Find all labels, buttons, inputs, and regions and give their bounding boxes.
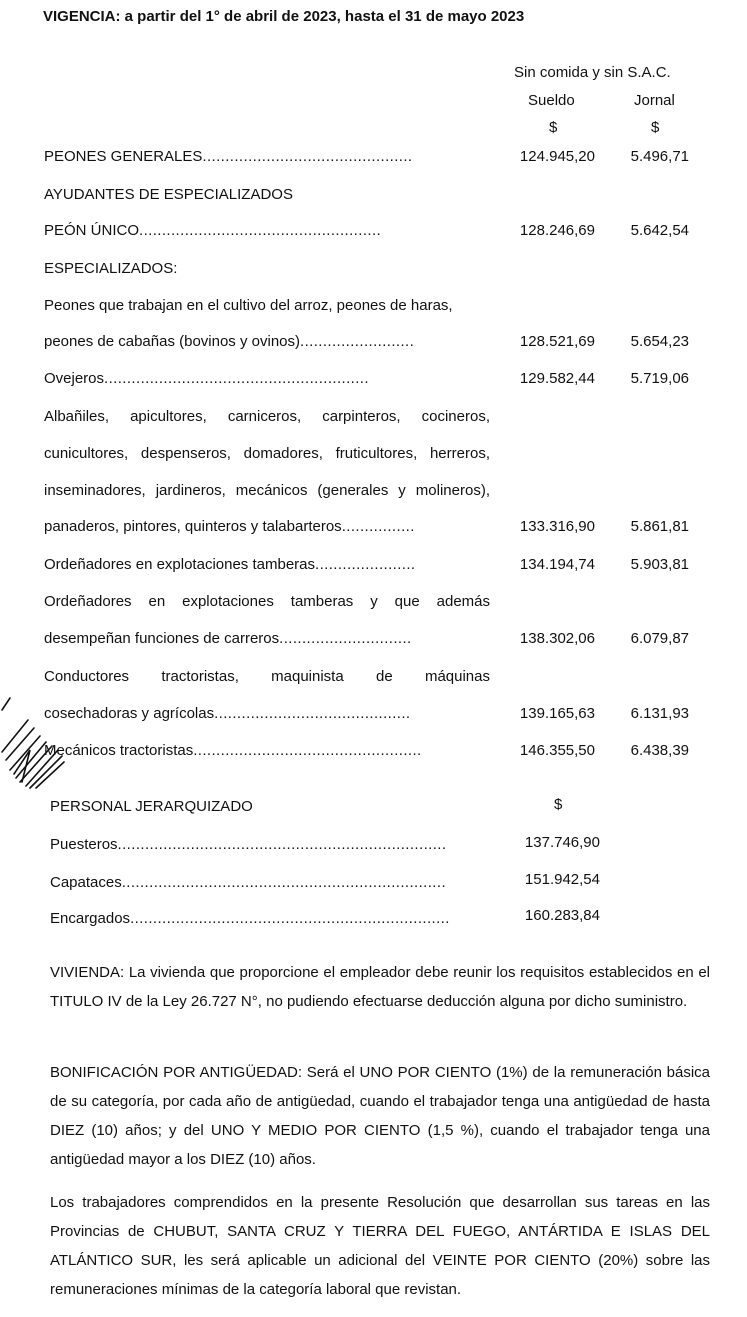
jornal-peones-generales: 5.496,71 [630,148,689,165]
handwritten-mark [0,690,70,790]
sueldo-peones-generales: 124.945,20 [519,148,595,165]
value-puesteros: 137.746,90 [524,834,600,851]
sueldo-peones-arroz: 128.521,69 [519,333,595,350]
row-label-mecanicos-tractoristas: Mecánicos tractoristas.................................................. [44,742,422,759]
column-header-sueldo: Sueldo [528,92,575,109]
heading-especializados: ESPECIALIZADOS: [44,260,178,277]
row-label-albaniles-line3: inseminadores, jardineros, mecánicos (generales y molineros), [44,482,490,499]
row-label-ordenadores: Ordeñadores en explotaciones tamberas...................... [44,556,416,573]
value-capataces: 151.942,54 [524,871,600,888]
row-label-capataces: Capataces....................................................................... [50,874,447,891]
row-label-peones-generales: PEONES GENERALES.............................................. [44,148,413,165]
heading-ayudantes: AYUDANTES DE ESPECIALIZADOS [44,186,293,203]
sueldo-ordenadores: 134.194,74 [519,556,595,573]
sueldo-mecanicos-tractoristas: 146.355,50 [519,742,595,759]
row-label-ordenadores-carreros-line2: desempeñan funciones de carreros............................. [44,630,412,647]
row-label-peones-arroz-line1: Peones que trabajan en el cultivo del arroz, peones de haras, [44,297,453,314]
row-label-encargados: Encargados...................................................................... [50,910,450,927]
row-label-ordenadores-carreros-line1: Ordeñadores en explotaciones tamberas y que además [44,593,490,610]
column-group-header: Sin comida y sin S.A.C. [514,64,671,81]
row-label-albaniles-line4: panaderos, pintores, quinteros y talabarteros................ [44,518,415,535]
row-label-conductores-line1: Conductores tractoristas, maquinista de máquinas [44,668,490,685]
row-label-peones-arroz-line2: peones de cabañas (bovinos y ovinos)......................... [44,333,415,350]
row-label-puesteros: Puesteros........................................................................ [50,836,447,853]
jornal-conductores: 6.131,93 [630,705,689,722]
currency-jerarquizado: $ [554,796,563,813]
jornal-ordenadores-carreros: 6.079,87 [630,630,689,647]
jornal-albaniles: 5.861,81 [630,518,689,535]
paragraph-antiguedad: BONIFICACIÓN POR ANTIGÜEDAD: Será el UNO POR CIENTO (1%) de la remuneración básica de su categoría, por cada año de antigüedad, cuando el trabajador tenga una antigüedad de hasta DIEZ (10) años; y del UNO Y MEDIO POR CIENTO (1,5 %), cuando el trabajador tenga una antigüedad mayor a los DIEZ (10) años. [50,1064,710,1168]
sueldo-albaniles: 133.316,90 [519,518,595,535]
row-label-peon-unico: PEÓN ÚNICO..................................................... [44,222,382,239]
currency-sueldo: $ [549,119,558,136]
validity-title: VIGENCIA: a partir del 1° de abril de 2023, hasta el 31 de mayo 2023 [43,8,525,25]
jornal-mecanicos-tractoristas: 6.438,39 [630,742,689,759]
row-label-ovejeros: Ovejeros.......................................................... [44,370,369,387]
jornal-ovejeros: 5.719,06 [630,370,689,387]
currency-jornal: $ [651,119,660,136]
row-label-albaniles-line2: cunicultores, despenseros, domadores, fruticultores, herreros, [44,445,490,462]
column-header-jornal: Jornal [634,92,675,109]
jornal-ordenadores: 5.903,81 [630,556,689,573]
jornal-peon-unico: 5.642,54 [630,222,689,239]
sueldo-peon-unico: 128.246,69 [519,222,595,239]
sueldo-conductores: 139.165,63 [519,705,595,722]
paragraph-patagonia: Los trabajadores comprendidos en la presente Resolución que desarrollan sus tareas en las Provincias de CHUBUT, SANTA CRUZ Y TIERRA DEL FUEGO, ANTÁRTIDA E ISLAS DEL ATLÁNTICO SUR, les será aplicable un adicional del VEINTE POR CIENTO (20%) sobre las remuneraciones mínimas de la categoría laboral que revistan. [50,1194,710,1298]
sueldo-ordenadores-carreros: 138.302,06 [519,630,595,647]
jornal-peones-arroz: 5.654,23 [630,333,689,350]
value-encargados: 160.283,84 [524,907,600,924]
heading-personal-jerarquizado: PERSONAL JERARQUIZADO [50,798,253,815]
row-label-albaniles-line1: Albañiles, apicultores, carniceros, carpinteros, cocineros, [44,408,490,425]
sueldo-ovejeros: 129.582,44 [519,370,595,387]
paragraph-vivienda: VIVIENDA: La vivienda que proporcione el empleador debe reunir los requisitos establecidos en el TITULO IV de la Ley 26.727 N°, no pudiendo efectuarse deducción alguna por dicho suministro. [50,964,710,1010]
row-label-conductores-line2: cosechadoras y agrícolas........................................... [44,705,411,722]
